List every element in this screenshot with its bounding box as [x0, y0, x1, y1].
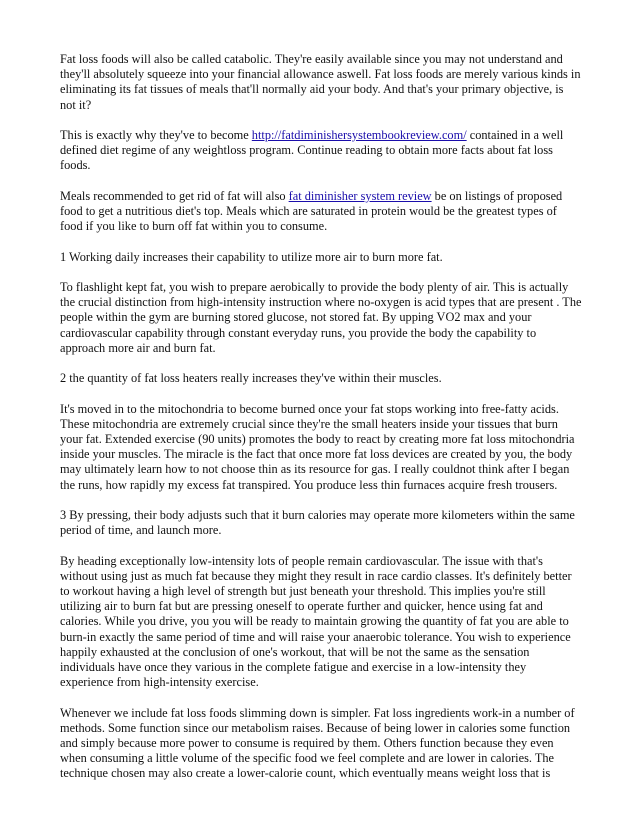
paragraph-9: By heading exceptionally low-intensity lots of people remain cardiovascular. The issue with that's without using just as much fat because they might they result in race cardio classes. It's definitely better to workout having a high level of strength but just beneath your threshold. This implies you're still utilizing air to burn fat but are pressing oneself to operate further and quicker, hence using fat and calories. While you drive, you you will be ready to maintain growing the quantity of fat you are able to burn-in exactly the same period of time and will raise your anaerobic tolerance. You wish to experience happily exhausted at the conclusion of one's workout, that will be not the same as the sensation individuals have once they various in the complete fatigue and exercise in a low-intensity they experience from high-intensity exercise.	[60, 553, 572, 690]
paragraph-3-text-before: Meals recommended to get rid of fat will also	[60, 188, 289, 203]
paragraph-10: Whenever we include fat loss foods slimming down is simpler. Fat loss ingredients work-in a number of methods. Some function since our metabolism raises. Because of being lower in calories some function and simply because more power to consume is required by them. Others function because they even when consuming a little volume of the specific food we feel complete and are lower in calories. The technique chosen may also create a lower-calorie count, which eventually means weight loss that is	[60, 705, 575, 781]
paragraph-2-text-before: This is exactly why they've to become	[60, 128, 252, 142]
paragraph-7: It's moved in to the mitochondria to become burned once your fat stops working into free-fatty acids. These mitochondria are extremely crucial since they're the small heaters inside your tissues that burn your fat. Extended exercise (90 units) promotes the body to react by creating more fat loss mitochondria inside your muscles. The miracle is the fact that once more fat loss devices are created by you, the body may ultimately learn how to not choose thin as its resource for gas. I really couldnot think after I began the runs, how rapidly my excess fat transpired. You produce less thin furnaces acquire fresh trousers.	[60, 401, 575, 492]
paragraph-3-text-after: be on listings of proposed food to get a nutritious diet's top. Meals which are saturated in protein would be the greatest types of food if you like to burn off fat within you to consume.	[60, 188, 563, 234]
paragraph-2-text-after: contained in a well defined diet regime of any weightloss program. Continue reading to obtain more facts about fat loss foods.	[60, 128, 564, 173]
paragraph-5: To flashlight kept fat, you wish to prepare aerobically to provide the body plenty of air. This is actually the crucial distinction from high-intensity instruction where no-oxygen is acid types that are present . The people within the gym are burning stored glucose, not stored fat. By upping VO2 max and your cardiovascular capability through constant everyday runs, you provide the body the capability to approach more air and burn fat.	[60, 279, 582, 355]
paragraph-6: 2 the quantity of fat loss heaters really increases they've within their muscles.	[60, 371, 442, 386]
paragraph-3	[60, 189, 582, 235]
review-link[interactable]: fat diminisher system review	[288, 188, 432, 203]
paragraph-1: Fat loss foods will also be called catabolic. They're easily available since you may not understand and they'll absolutely squeeze into your financial allowance aswell. Fat loss foods are merely various kinds in eliminating its fat tissues of meals that'll normally aid your body. And that's your primary objective, is not it?	[60, 52, 581, 112]
site-link[interactable]: http://fatdiminishersystembookreview.com/	[251, 128, 467, 142]
paragraph-8: 3 By pressing, their body adjusts such that it burn calories may operate more kilometers within the same period of time, and launch more.	[60, 507, 575, 538]
paragraph-4: 1 Working daily increases their capability to utilize more air to burn more fat.	[60, 249, 443, 264]
paragraph-2	[60, 128, 582, 174]
document-body	[60, 52, 582, 797]
